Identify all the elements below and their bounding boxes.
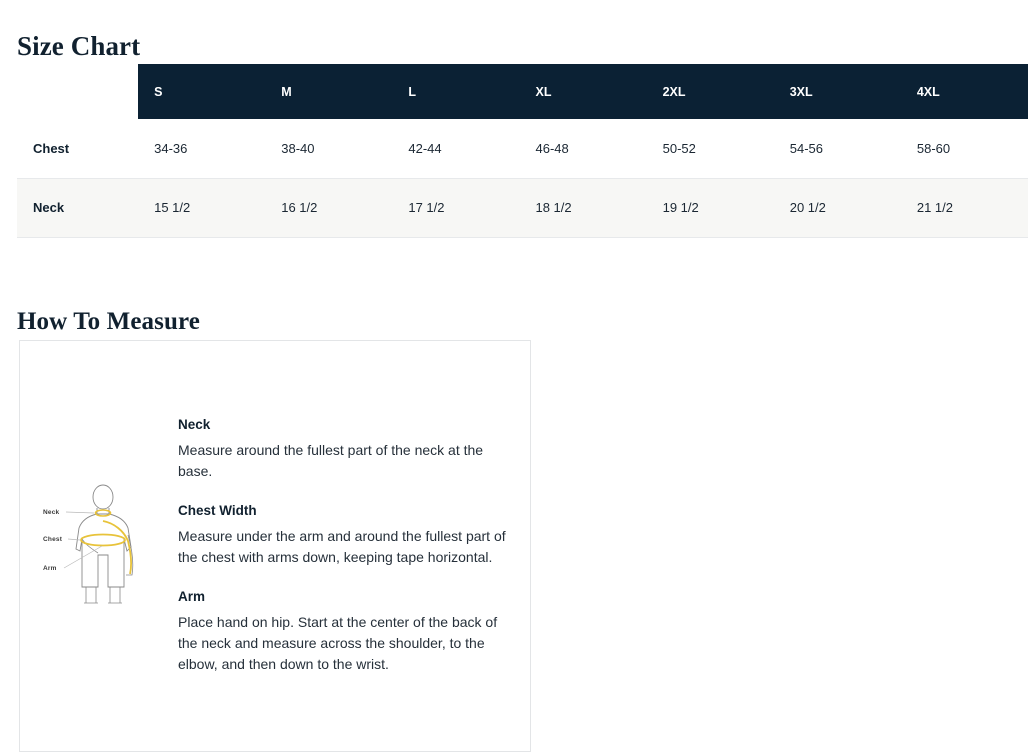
size-chart-body bbox=[17, 119, 1028, 237]
cell-neck-s: 15 1/2 bbox=[138, 178, 265, 237]
how-to-measure-card bbox=[19, 340, 531, 752]
row-label-neck: Neck bbox=[17, 178, 138, 237]
measure-body-neck: Measure around the fullest part of the neck at the base. bbox=[178, 442, 484, 479]
measure-heading-neck: Neck bbox=[178, 417, 211, 432]
table-row bbox=[17, 119, 1028, 178]
table-header-row bbox=[17, 64, 1028, 119]
measure-body-arm: Place hand on hip. Start at the center of the back of the neck and measure across the shoulder, to the elbow, and then down to the wrist. bbox=[178, 614, 498, 672]
size-chart-table bbox=[17, 64, 1028, 238]
column-header-4xl: 4XL bbox=[901, 64, 1028, 119]
row-label-chest: Chest bbox=[17, 119, 138, 178]
cell-chest-2xl: 50-52 bbox=[647, 119, 774, 178]
measure-block-arm bbox=[178, 589, 512, 675]
cell-chest-3xl: 54-56 bbox=[774, 119, 901, 178]
size-chart-header bbox=[17, 64, 1028, 119]
size-chart-table-container bbox=[17, 64, 1028, 238]
cell-chest-l: 42-44 bbox=[392, 119, 519, 178]
cell-neck-l: 17 1/2 bbox=[392, 178, 519, 237]
diagram-label-arm: Arm bbox=[43, 565, 57, 572]
how-to-measure-title: How To Measure bbox=[17, 307, 200, 335]
table-row bbox=[17, 178, 1028, 237]
column-header-2xl: 2XL bbox=[647, 64, 774, 119]
diagram-column bbox=[20, 483, 178, 609]
column-header-3xl: 3XL bbox=[774, 64, 901, 119]
diagram-label-chest: Chest bbox=[43, 536, 63, 543]
page-title: Size Chart bbox=[17, 31, 141, 62]
measure-block-neck bbox=[178, 417, 512, 482]
column-header-l: L bbox=[392, 64, 519, 119]
measure-heading-arm: Arm bbox=[178, 589, 206, 604]
measure-block-chest-width bbox=[178, 503, 512, 568]
diagram-label-neck: Neck bbox=[43, 509, 60, 516]
column-header-m: M bbox=[265, 64, 392, 119]
cell-neck-3xl: 20 1/2 bbox=[774, 178, 901, 237]
table-corner-cell bbox=[17, 64, 138, 119]
cell-chest-xl: 46-48 bbox=[519, 119, 646, 178]
cell-neck-4xl: 21 1/2 bbox=[901, 178, 1028, 237]
column-header-xl: XL bbox=[519, 64, 646, 119]
column-header-s: S bbox=[138, 64, 265, 119]
cell-neck-2xl: 19 1/2 bbox=[647, 178, 774, 237]
measure-instructions bbox=[178, 417, 530, 675]
cell-chest-m: 38-40 bbox=[265, 119, 392, 178]
measure-body-chest-width: Measure under the arm and around the fullest part of the chest with arms down, keeping tape horizontal. bbox=[178, 528, 506, 565]
cell-chest-s: 34-36 bbox=[138, 119, 265, 178]
cell-neck-xl: 18 1/2 bbox=[519, 178, 646, 237]
cell-chest-4xl: 58-60 bbox=[901, 119, 1028, 178]
cell-neck-m: 16 1/2 bbox=[265, 178, 392, 237]
body-measurement-diagram bbox=[42, 483, 158, 609]
measure-heading-chest-width: Chest Width bbox=[178, 503, 257, 518]
